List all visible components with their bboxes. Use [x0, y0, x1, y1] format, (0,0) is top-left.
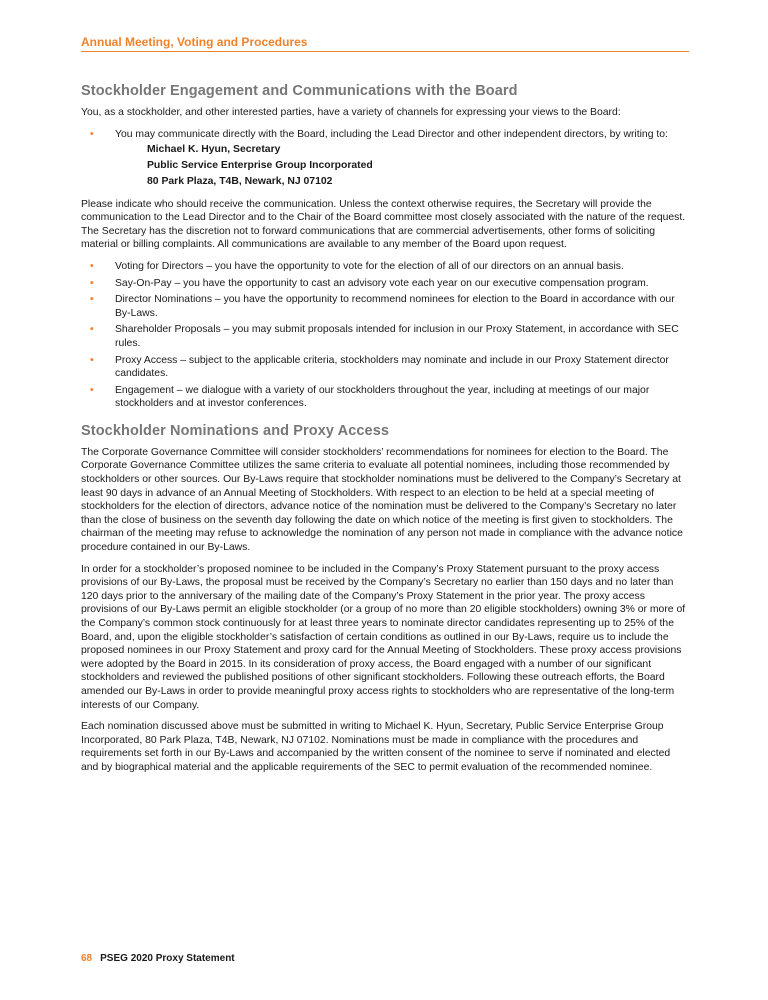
engagement-intro: You, as a stockholder, and other interested parties, have a variety of channels for expressing your views to the Board:	[81, 107, 621, 118]
list-item	[81, 384, 689, 411]
address-line: 80 Park Plaza, T4B, Newark, NJ 07102	[147, 175, 333, 187]
bullet-icon: •	[90, 354, 94, 366]
nominations-paragraph: The Corporate Governance Committee will consider stockholders’ recommendations for nominees for election to the Board. The Corporate Governance Committee utilizes the same criteria to evaluate all potential nominees, including those recommended by stockholders or other sources. Our By-Laws require that stockholder nominations must be delivered to the Company’s Secretary at least 90 days in advance of an Annual Meeting of Stockholders. With respect to an election to be held at a special meeting of stockholders for the election of directors, advance notice of the nomination must be delivered to the Company’s Secretary no later than the close of business on the seventh day following the date on which notice of the meeting is first given to stockholders. The chairman of the meeting may refuse to acknowledge the nomination of any person not made in compliance with the advance notice procedure contained in our By-Laws.	[81, 446, 683, 554]
footer-doc-title: PSEG 2020 Proxy Statement	[100, 953, 235, 964]
bullet-icon: •	[90, 277, 94, 289]
section-heading-engagement: Stockholder Engagement and Communications with the Board	[81, 83, 518, 99]
document-page	[81, 0, 689, 1000]
submission-paragraph: Each nomination discussed above must be submitted in writing to Michael K. Hyun, Secretary, Public Service Enterprise Group Incorporated, 80 Park Plaza, T4B, Newark, NJ 07102. Nominations must be made in compliance with the procedures and requirements set forth in our By-Laws and accompanied by the written consent of the nominee to serve if nominated and elected and by biographical material and the applicable requirements of the SEC to permit evaluation of the recommended nominee.	[81, 721, 671, 773]
list-item-text: Engagement – we dialogue with a variety of our stockholders throughout the year, including at meetings of our major stockholders and at investor conferences.	[115, 384, 650, 410]
page-footer	[81, 953, 235, 964]
channels-bullet-list	[81, 260, 689, 411]
list-item	[81, 260, 689, 274]
bullet-icon: •	[90, 128, 94, 140]
list-item-text: Say-On-Pay – you have the opportunity to cast an advisory vote each year on our executive compensation program.	[115, 277, 649, 289]
bullet-icon: •	[90, 294, 94, 306]
list-item	[81, 354, 689, 381]
section-heading-nominations: Stockholder Nominations and Proxy Access	[81, 422, 390, 439]
list-item-text: Proxy Access – subject to the applicable criteria, stockholders may nominate and include in our Proxy Statement director candidates.	[115, 354, 669, 380]
list-item-text: Voting for Directors – you have the opportunity to vote for the election of all of our directors on an annual basis.	[115, 260, 624, 272]
list-item-text: Director Nominations – you have the opportunity to recommend nominees for election to the Board in accordance with our By-Laws.	[115, 294, 675, 319]
bullet-icon: •	[90, 384, 94, 396]
bullet-icon: •	[90, 324, 94, 336]
contact-bullet-list	[81, 128, 689, 142]
list-item	[81, 128, 689, 142]
list-item-text: You may communicate directly with the Board, including the Lead Director and other independent directors, by writing to:	[115, 128, 668, 140]
address-line: Public Service Enterprise Group Incorporated	[147, 159, 373, 171]
address-line: Michael K. Hyun, Secretary	[147, 144, 281, 156]
nominations-section	[81, 423, 689, 775]
list-item	[81, 277, 689, 291]
secretary-address	[147, 142, 689, 189]
running-header: Annual Meeting, Voting and Procedures	[81, 35, 689, 52]
page-content	[81, 83, 689, 783]
communication-paragraph: Please indicate who should receive the communication. Unless the context otherwise requires, the Secretary will provide the communication to the Lead Director and to the Chair of the Board committee most closely associated with the nature of the request. The Secretary has the discretion not to forward communications that are commercial advertisements, other forms of soliciting material or billing complaints. All communications are available to any member of the Board upon request.	[81, 198, 686, 251]
bullet-icon: •	[90, 260, 94, 272]
list-item-text: Shareholder Proposals – you may submit proposals intended for inclusion in our Proxy Statement, in accordance with SEC rules.	[115, 324, 679, 349]
list-item	[81, 293, 689, 320]
proxy-access-paragraph: In order for a stockholder’s proposed nominee to be included in the Company’s Proxy Statement pursuant to the proxy access provisions of our By-Laws, the proposal must be received by the Company’s Secretary no earlier than 150 days and no later than 120 days prior to the anniversary of the mailing date of the Company’s Proxy Statement in the prior year. The proxy access provisions of our By-Laws permit an eligible stockholder (or a group of no more than 20 eligible stockholders) owning 3% or more of the Company’s common stock continuously for at least three years to nominate director candidates representing up to 25% of the Board, and, upon the eligible stockholder’s satisfaction of certain conditions as outlined in our By-Laws, require us to include the proposed nominees in our Proxy Statement and proxy card for the Annual Meeting of Stockholders. These proxy access provisions were adopted by the Board in 2015. In its consideration of proxy access, the Board engaged with a number of our significant stockholders and reviewed the published positions of other significant stockholders. Following these outreach efforts, the Board amended our By-Laws in order to provide meaningful proxy access rights to stockholders who are representative of the long-term interests of our Company.	[81, 563, 686, 711]
page-number: 68	[81, 953, 93, 964]
list-item	[81, 323, 689, 350]
